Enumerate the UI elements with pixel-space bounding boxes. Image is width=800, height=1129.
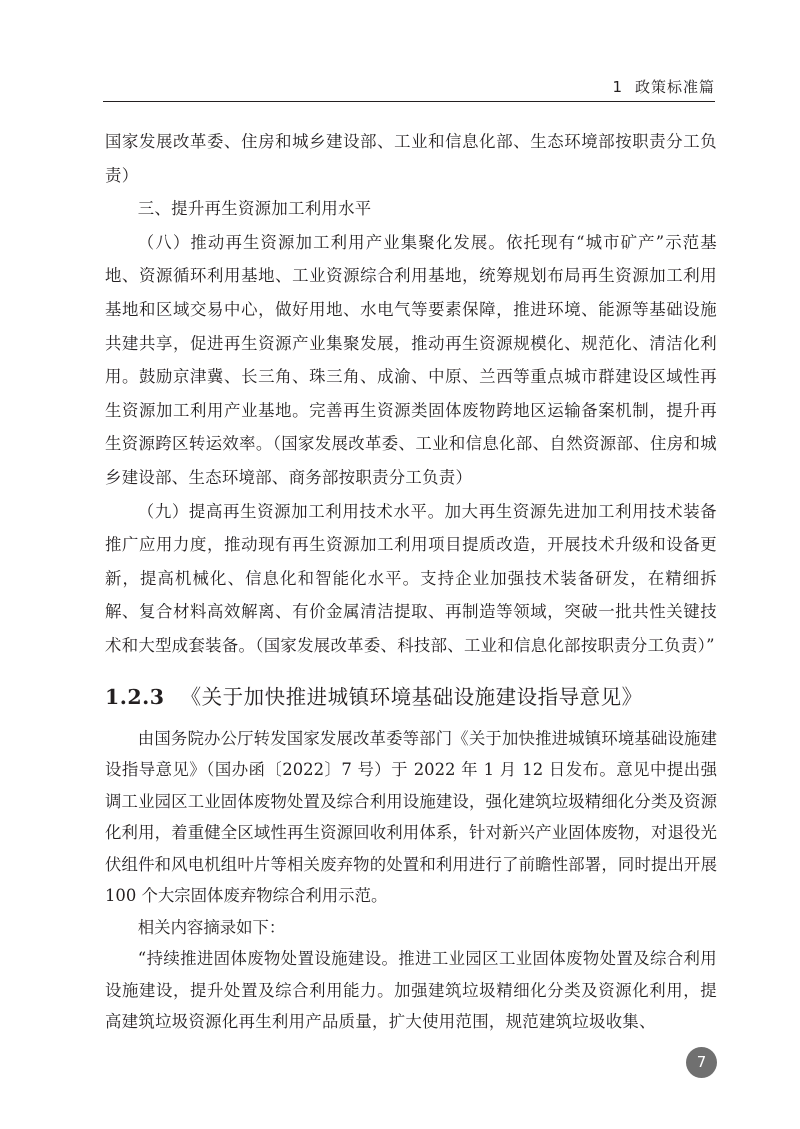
header-divider xyxy=(103,101,715,102)
chapter-number: 1 xyxy=(612,78,623,96)
paragraph: “持续推进固体废物处置设施建设。推进工业园区工业固体废物处置及综合利用设施建设，提升处置及综合利用能力。加强建筑垃圾精细化分类及资源化利用，提高建筑垃圾资源化再生利用产品质量，扩大使用范围，规范建筑垃圾收集、 xyxy=(105,949,717,1031)
page-content xyxy=(105,125,717,1038)
paragraph: 国家发展改革委、住房和城乡建设部、工业和信息化部、生态环境部按职责分工负责） xyxy=(105,132,717,185)
section-number: 1.2.3 xyxy=(105,684,165,709)
section-heading xyxy=(105,677,717,717)
paragraph: 由国务院办公厅转发国家发展改革委等部门《关于加快推进城镇环境基础设施建设指导意见》（国办函〔2022〕7 号）于 2022 年 1 月 12 日发布。意见中提出强调工业园区工业固体废物处置及综合利用设施建设，强化建筑垃圾精细化分类及资源化利用，着重健全区域性再生资源回收利用体系，针对新兴产业固体废物，对退役光伏组件和风电机组叶片等相关废弃物的处置和利用进行了前瞻性部署，同时提出开展 100 个大宗固体废弃物综合利用示范。 xyxy=(105,728,717,905)
paragraph: （八）推动再生资源加工利用产业集聚化发展。依托现有“城市矿产”示范基地、资源循环利用基地、工业资源综合利用基地，统筹规划布局再生资源加工利用基地和区域交易中心，做好用地、水电气等要素保障，推进环境、能源等基础设施共建共享，促进再生资源产业集聚发展，推动再生资源规模化、规范化、清洁化利用。鼓励京津冀、长三角、珠三角、成渝、中原、兰西等重点城市群建设区域性再生资源加工利用产业基地。完善再生资源类固体废物跨地区运输备案机制，提升再生资源跨区转运效率。（国家发展改革委、工业和信息化部、自然资源部、住房和城乡建设部、生态环境部、商务部按职责分工负责） xyxy=(105,232,717,487)
running-header xyxy=(103,76,715,98)
page-number: 7 xyxy=(686,1047,717,1078)
paragraph: （九）提高再生资源加工利用技术水平。加大再生资源先进加工利用技术装备推广应用力度，推动现有再生资源加工利用项目提质改造，开展技术升级和设备更新，提高机械化、信息化和智能化水平。支持企业加强技术装备研发，在精细拆解、复合材料高效解离、有价金属清洁提取、再制造等领域，突破一批共性关键技术和大型成套装备。（国家发展改革委、科技部、工业和信息化部按职责分工负责）” xyxy=(105,501,717,655)
section-title: 《关于加快推进城镇环境基础设施建设指导意见》 xyxy=(180,684,643,709)
chapter-title: 政策标准篇 xyxy=(634,78,715,96)
paragraph: 相关内容摘录如下： xyxy=(137,917,286,937)
subsection-heading: 三、提升再生资源加工利用水平 xyxy=(137,199,372,219)
